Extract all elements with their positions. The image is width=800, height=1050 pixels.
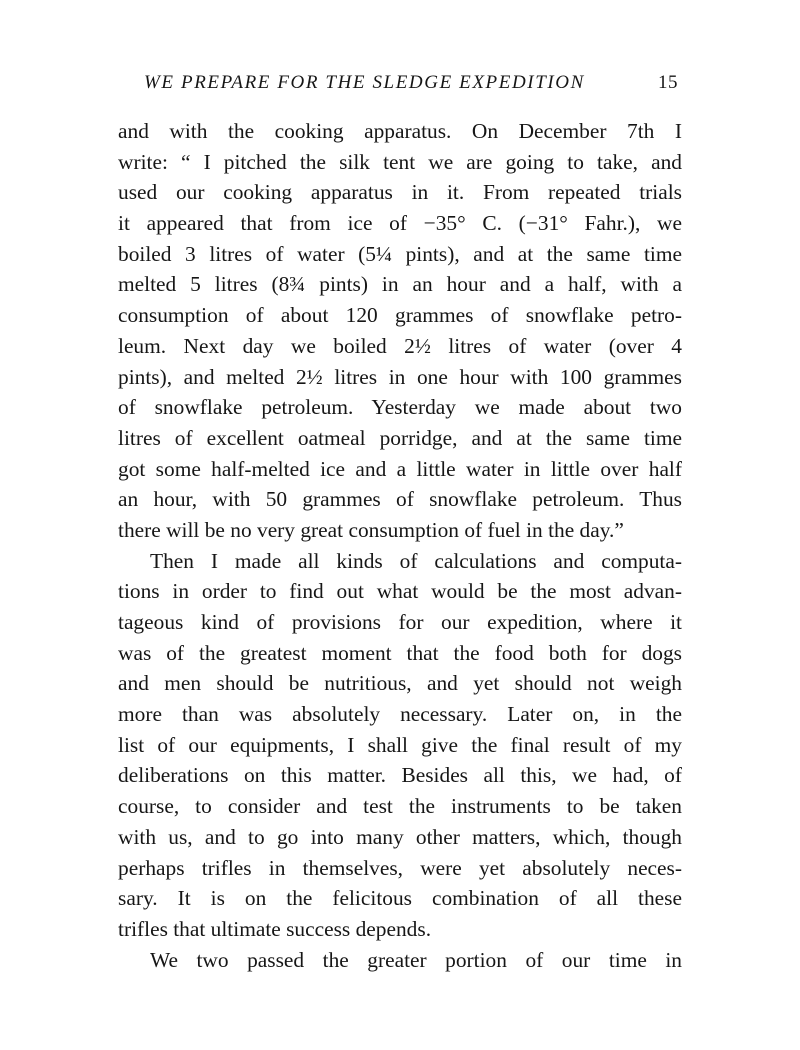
text-line: used our cooking apparatus in it. From repeated trials [118, 180, 682, 205]
text-line: sary. It is on the felicitous combination of all these [118, 886, 682, 911]
text-line: list of our equipments, I shall give the final result of my [118, 732, 682, 757]
running-head [118, 72, 682, 100]
text-line: Then I made all kinds of calculations and computa- [150, 548, 682, 573]
text-line: more than was absolutely necessary. Later on, in the [118, 702, 682, 727]
text-line: We two passed the greater portion of our time in [150, 947, 682, 972]
text-line: tions in order to find out what would be the most advan- [118, 579, 682, 604]
paragraph [118, 116, 682, 546]
text-line: course, to consider and test the instruments to be taken [118, 794, 682, 819]
text-line: and men should be nutritious, and yet should not weigh [118, 671, 682, 696]
text-line: write: “ I pitched the silk tent we are going to take, and [118, 149, 682, 174]
text-line: an hour, with 50 grammes of snowflake petroleum. Thus [118, 487, 682, 512]
text-line: with us, and to go into many other matters, which, though [118, 824, 682, 849]
page-number: 15 [658, 72, 678, 93]
text-line: tageous kind of provisions for our expedition, where it [118, 610, 682, 634]
paragraph [118, 546, 682, 945]
text-line: of snowflake petroleum. Yesterday we made about two [118, 395, 682, 420]
text-line: consumption of about 120 grammes of snowflake petro- [118, 303, 682, 328]
paragraph [118, 945, 682, 976]
text-line: deliberations on this matter. Besides all this, we had, of [118, 763, 682, 788]
body-text [118, 116, 682, 975]
text-line: leum. Next day we boiled 2½ litres of water (over 4 [118, 333, 682, 358]
text-line: melted 5 litres (8¾ pints) in an hour and a half, with a [118, 272, 682, 297]
text-line: was of the greatest moment that the food both for dogs [118, 640, 682, 665]
text-line: and with the cooking apparatus. On December 7th I [118, 119, 682, 143]
text-line: pints), and melted 2½ litres in one hour with 100 grammes [118, 364, 682, 389]
text-line: there will be no very great consumption of fuel in the day.” [118, 517, 624, 542]
text-line: trifles that ultimate success depends. [118, 916, 432, 941]
text-line: litres of excellent oatmeal porridge, and at the same time [118, 425, 682, 450]
text-line: perhaps trifles in themselves, were yet absolutely neces- [118, 855, 682, 880]
text-line: got some half-melted ice and a little water in little over half [118, 456, 682, 481]
text-line: boiled 3 litres of water (5¼ pints), and at the same time [118, 241, 682, 266]
text-line: it appeared that from ice of −35° C. (−31° Fahr.), we [118, 211, 682, 236]
running-head-title: WE PREPARE FOR THE SLEDGE EXPEDITION [144, 72, 585, 93]
